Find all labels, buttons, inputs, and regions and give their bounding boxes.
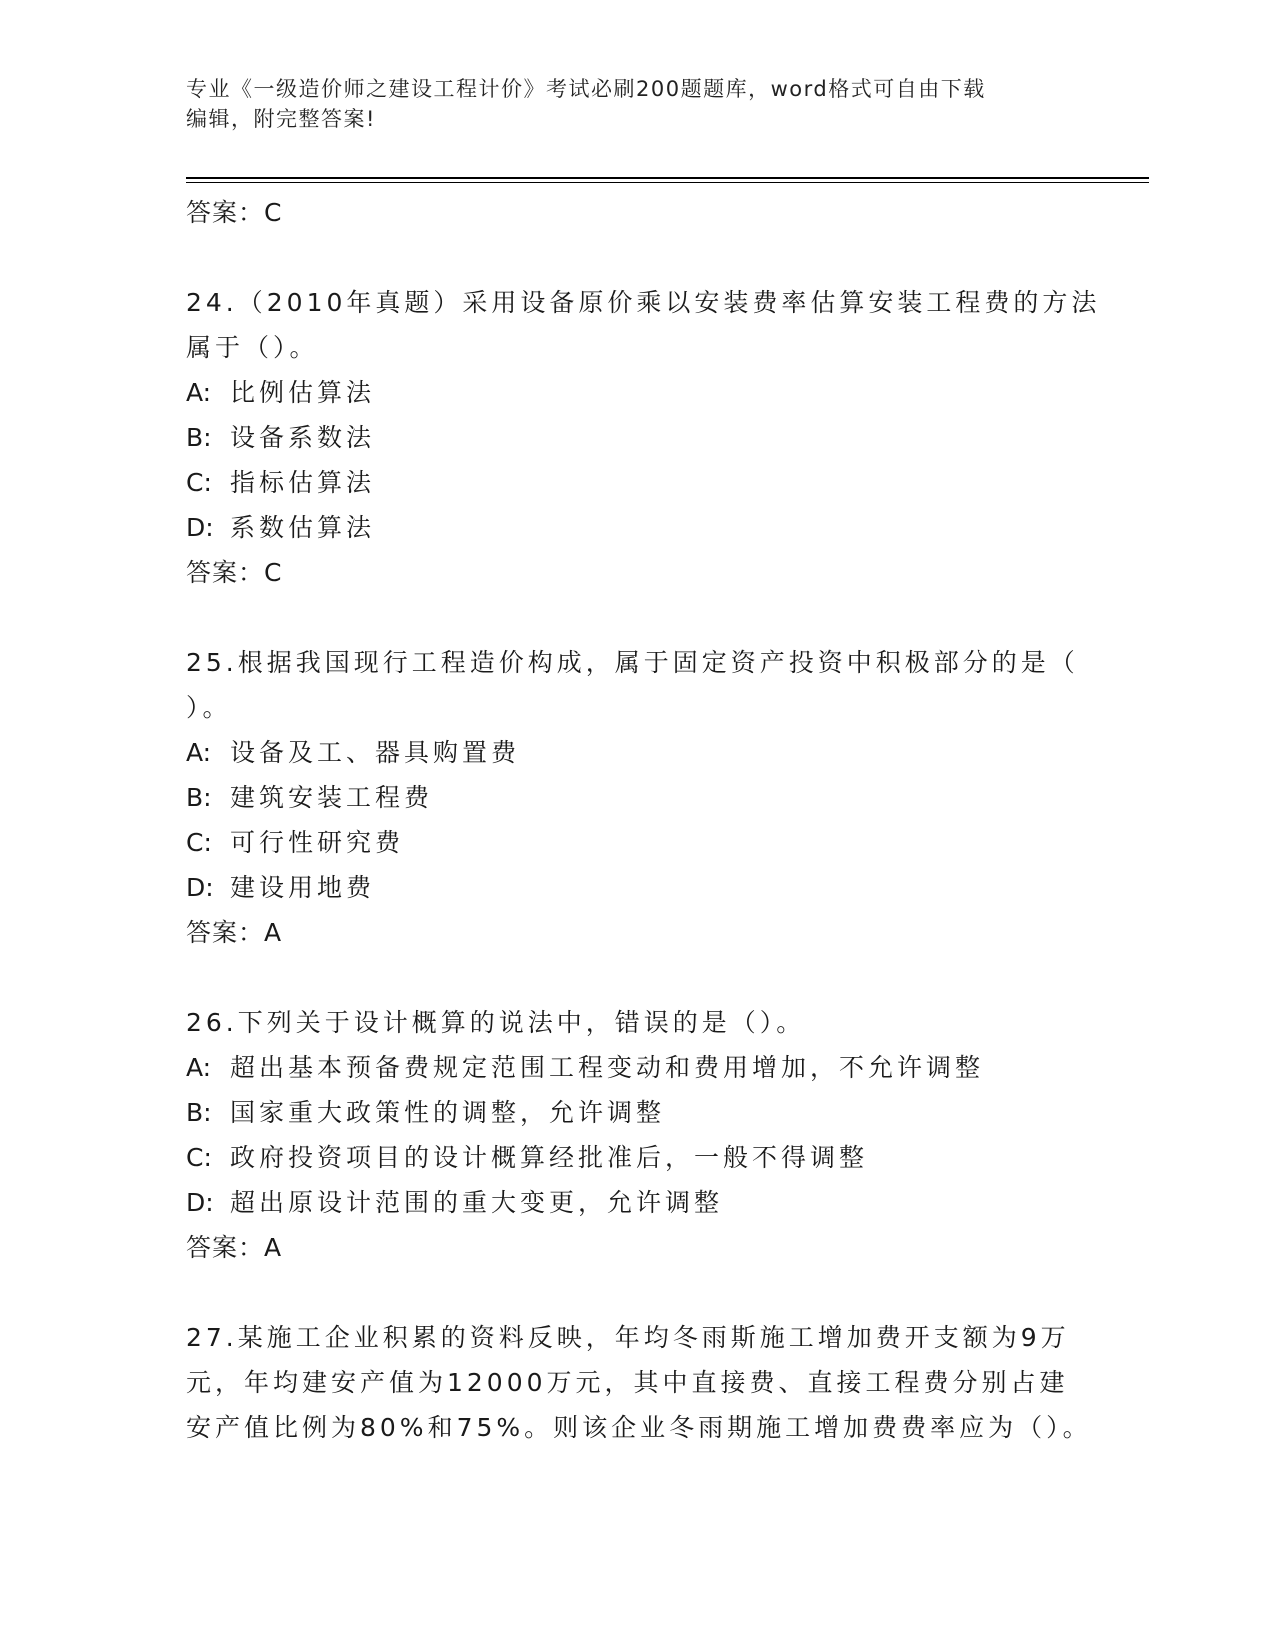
option-text: 建筑安装工程费	[230, 783, 434, 812]
question-text-line: 安产值比例为80%和75%。则该企业冬雨期施工增加费费率应为（）。	[186, 1413, 1092, 1442]
option-c	[186, 460, 1086, 505]
option-b	[186, 775, 1086, 820]
option-letter: B:	[186, 1098, 212, 1127]
option-a	[186, 1045, 1086, 1090]
option-b	[186, 415, 1086, 460]
answer-prev: 答案：C	[186, 198, 283, 227]
option-letter: A:	[186, 378, 212, 407]
answer-26: 答案：A	[186, 1233, 283, 1262]
option-c	[186, 820, 1086, 865]
question-text-line: 27.某施工企业积累的资料反映，年均冬雨斯施工增加费开支额为9万	[186, 1323, 1070, 1352]
option-letter: D:	[186, 513, 214, 542]
option-d	[186, 865, 1086, 910]
question-text-line: ）。	[186, 693, 232, 722]
option-letter: A:	[186, 738, 212, 767]
question-text-line: 属于（）。	[186, 333, 319, 362]
header-rule-thick	[186, 177, 1149, 179]
option-letter: C:	[186, 1143, 212, 1172]
option-text: 建设用地费	[230, 873, 376, 902]
page-header	[186, 74, 1086, 134]
question-25	[186, 640, 1086, 730]
option-letter: D:	[186, 873, 214, 902]
option-text: 设备及工、器具购置费	[230, 738, 521, 767]
option-d	[186, 505, 1086, 550]
option-d	[186, 1180, 1086, 1225]
option-a	[186, 730, 1086, 775]
option-c	[186, 1135, 1086, 1180]
option-text: 超出基本预备费规定范围工程变动和费用增加，不允许调整	[230, 1053, 985, 1082]
header-line-1: 专业《一级造价师之建设工程计价》考试必刷200题题库，word格式可自由下载	[186, 77, 986, 101]
option-text: 指标估算法	[230, 468, 376, 497]
option-text: 可行性研究费	[230, 828, 405, 857]
option-b	[186, 1090, 1086, 1135]
option-text: 政府投资项目的设计概算经批准后，一般不得调整	[230, 1143, 869, 1172]
option-a	[186, 370, 1086, 415]
question-text-line: 25.根据我国现行工程造价构成，属于固定资产投资中积极部分的是（	[186, 648, 1079, 677]
question-text-line: 26.下列关于设计概算的说法中，错误的是（）。	[186, 1008, 806, 1037]
question-24	[186, 280, 1101, 370]
answer-25: 答案：A	[186, 918, 283, 947]
question-26	[186, 1000, 1086, 1045]
question-text-line: 24.（2010年真题）采用设备原价乘以安装费率估算安装工程费的方法	[186, 288, 1101, 317]
option-letter: B:	[186, 423, 212, 452]
option-letter: C:	[186, 468, 212, 497]
option-text: 系数估算法	[230, 513, 376, 542]
option-letter: C:	[186, 828, 212, 857]
option-text: 比例估算法	[230, 378, 376, 407]
header-line-2: 编辑，附完整答案!	[186, 107, 376, 131]
option-text: 国家重大政策性的调整，允许调整	[230, 1098, 666, 1127]
document-body	[186, 190, 1101, 1450]
question-27	[186, 1315, 1092, 1450]
option-letter: B:	[186, 783, 212, 812]
option-letter: D:	[186, 1188, 214, 1217]
header-rule-thin	[186, 182, 1149, 183]
option-letter: A:	[186, 1053, 212, 1082]
answer-24: 答案：C	[186, 558, 283, 587]
option-text: 超出原设计范围的重大变更，允许调整	[230, 1188, 724, 1217]
option-text: 设备系数法	[230, 423, 376, 452]
question-text-line: 元，年均建安产值为12000万元，其中直接费、直接工程费分别占建	[186, 1368, 1069, 1397]
